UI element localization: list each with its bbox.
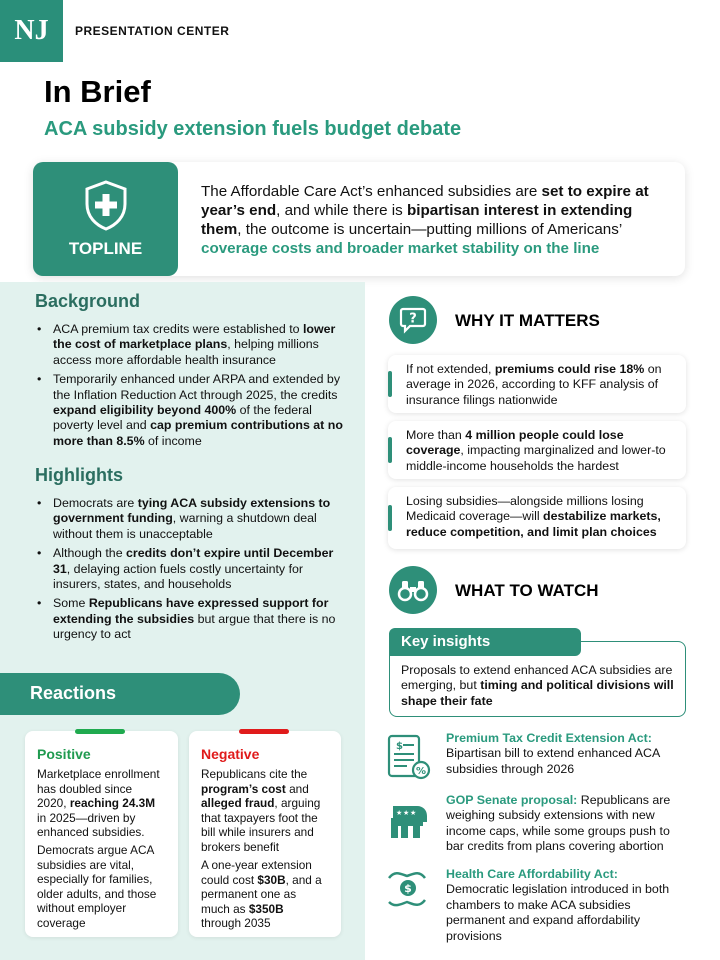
- card-accent: [388, 505, 392, 531]
- topline-label: TOPLINE: [68, 239, 143, 258]
- svg-text:?: ?: [409, 311, 417, 327]
- positive-paragraph: Democrats argue ACA subsidies are vital, especially for families, older adults, and those without employer coverage: [37, 843, 157, 930]
- page-subtitle: ACA subsidy extension fuels budget debate: [44, 118, 462, 140]
- svg-text:%: %: [415, 766, 427, 777]
- reactions-heading: Reactions: [0, 673, 240, 715]
- question-chat-icon: [398, 305, 428, 335]
- topline-bold: set to expire at year’s end: [201, 183, 649, 219]
- brand-name: PRESENTATION CENTER: [75, 24, 230, 38]
- nj-logo: NJ: [0, 0, 63, 62]
- why-icon-circle: [389, 296, 437, 344]
- topline-text-part: , the outcome is uncertain—putting millions of Americans’: [237, 221, 622, 238]
- list-item: • Although the credits don’t expire until December 31, delaying action fuels costly uncertainty for insurers, states, and households: [35, 546, 345, 592]
- topline-badge: [33, 162, 178, 276]
- topline-text-part: The Affordable Care Act’s enhanced subsidies are: [201, 183, 542, 200]
- binoculars-icon: [397, 578, 429, 602]
- list-item: • ACA premium tax credits were established to lower the cost of marketplace plans, helping millions access more affordable health insurance: [35, 322, 353, 368]
- watch-item: Premium Tax Credit Extension Act: Bipartisan bill to extend enhanced ACA subsidies through 2026: [446, 731, 660, 776]
- key-insights-label: Key insights: [389, 628, 581, 656]
- svg-text:★: ★: [403, 809, 410, 817]
- why-card-text: Losing subsidies—alongside millions losing Medicaid coverage—will destabilize markets, reduce competition, and limit plan choices: [406, 494, 661, 539]
- watch-heading: WHAT TO WATCH: [455, 581, 599, 600]
- list-item: • Some Republicans have expressed support for extending the subsidies but argue that there is no urgency to act: [35, 596, 345, 642]
- negative-reaction-card: [189, 731, 341, 937]
- positive-reaction-card: [25, 731, 178, 937]
- negative-paragraph: A one-year extension could cost $30B, and a permanent one as much as $350B through 2035: [201, 858, 322, 930]
- background-list: [35, 322, 353, 453]
- negative-paragraph: Republicans cite the program’s cost and alleged fraud, arguing that taxpayers foot the bill while insurers and brokers benefit: [201, 767, 321, 854]
- negative-heading: Negative: [201, 746, 260, 762]
- highlights-list: [35, 496, 345, 647]
- highlights-heading: Highlights: [35, 465, 123, 485]
- svg-text:$: $: [404, 882, 412, 895]
- topline-text: [201, 182, 675, 258]
- why-card: [388, 355, 686, 413]
- key-insights-text: Proposals to extend enhanced ACA subsidies are emerging, but timing and political divisions will shape their fate: [401, 663, 674, 708]
- list-item: • Democrats are tying ACA subsidy extensions to government funding, warning a shutdown deal without them is unacceptable: [35, 496, 345, 542]
- negative-accent: [239, 729, 289, 734]
- positive-paragraph: Marketplace enrollment has doubled since 2020, reaching 24.3M in 2025—driven by enhanced subsidies.: [37, 767, 160, 839]
- topline-text-part: , and while there is: [276, 202, 407, 219]
- svg-text:★: ★: [396, 809, 403, 817]
- topline-highlight: coverage costs and broader market stability on the line: [201, 240, 600, 257]
- page-title: In Brief: [44, 74, 151, 109]
- watch-item: Health Care Affordability Act: Democratic legislation introduced in both chambers to make ACA subsidies permanent and expand affordability provisions: [446, 867, 670, 943]
- watch-item: GOP Senate proposal: Republicans are weighing subsidy extensions with new income caps, while some groups push to bar credits from plans covering abortion: [446, 793, 671, 854]
- svg-text:$: $: [396, 741, 403, 752]
- positive-heading: Positive: [37, 746, 91, 762]
- shield-plus-icon: [82, 179, 130, 231]
- hand-money-icon: [385, 866, 431, 912]
- why-card: [388, 487, 686, 549]
- topline-card: [33, 162, 685, 276]
- background-heading: Background: [35, 291, 141, 311]
- card-accent: [388, 437, 392, 463]
- watch-icon-circle: [389, 566, 437, 614]
- why-card-text: More than 4 million people could lose coverage, impacting marginalized and lower-to middle-income households the hardest: [406, 428, 666, 473]
- gop-elephant-icon: [385, 798, 431, 844]
- card-accent: [388, 371, 392, 397]
- tax-document-icon: [385, 734, 431, 780]
- why-card-text: If not extended, premiums could rise 18% on average in 2026, according to KFF analysis of insurance filings nationwide: [406, 362, 662, 407]
- list-item: • Temporarily enhanced under ARPA and extended by the Inflation Reduction Act through 2025, the credits expand eligibility beyond 400% of the federal poverty level and cap premium contributions at no more than 8.5% of income: [35, 372, 353, 449]
- positive-accent: [75, 729, 125, 734]
- why-heading: WHY IT MATTERS: [455, 311, 600, 330]
- svg-text:★: ★: [410, 809, 417, 817]
- topline-bold: bipartisan interest in extending them: [201, 202, 633, 238]
- why-card: [388, 421, 686, 479]
